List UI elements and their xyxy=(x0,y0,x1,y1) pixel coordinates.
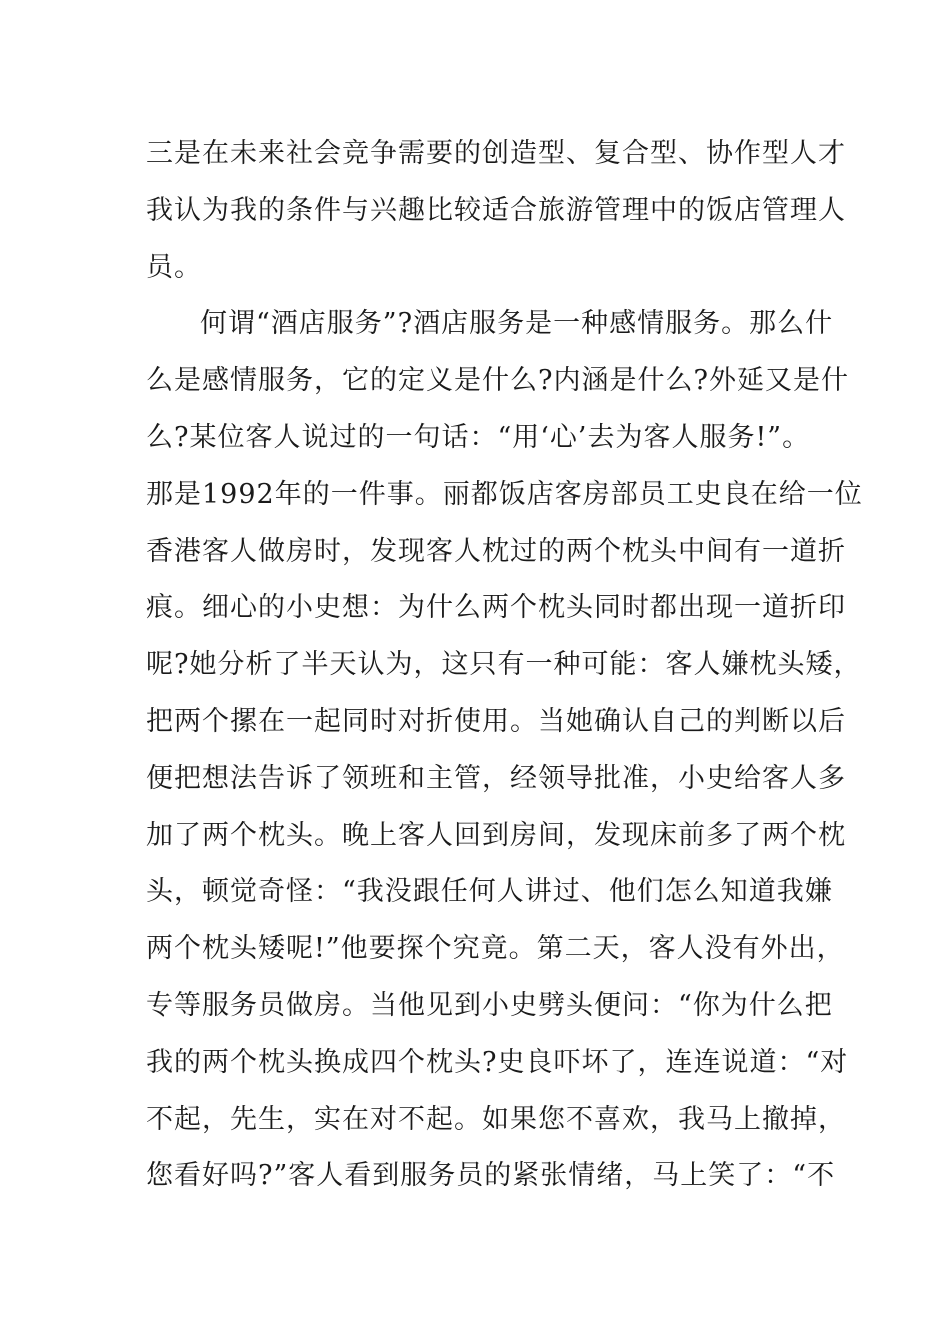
text-line: 把两个摞在一起同时对折使用。当她确认自己的判断以后 xyxy=(146,705,846,737)
document-body xyxy=(146,126,863,1205)
text-line: 么?某位客人说过的一句话：“用‘心’去为客人服务!”。 xyxy=(146,421,811,453)
text-line: 香港客人做房时，发现客人枕过的两个枕头中间有一道折 xyxy=(146,535,846,567)
paragraph-first-line: 何谓“酒店服务”?酒店服务是一种感情服务。那么什 xyxy=(200,308,834,340)
text-line: 您看好吗?”客人看到服务员的紧张情绪，马上笑了：“不 xyxy=(146,1160,836,1192)
text-line: 那是1992年的一件事。丽都饭店客房部员工史良在给一位 xyxy=(146,478,863,510)
text-line: 么是感情服务，它的定义是什么?内涵是什么?外延又是什 xyxy=(146,365,849,397)
text-line: 痕。细心的小史想：为什么两个枕头同时都出现一道折印 xyxy=(146,592,846,624)
text-line: 员。 xyxy=(146,251,202,283)
text-line: 不起，先生，实在对不起。如果您不喜欢，我马上撤掉， xyxy=(146,1103,846,1135)
text-line: 头，顿觉奇怪：“我没跟任何人讲过、他们怎么知道我嫌 xyxy=(146,876,833,908)
text-line: 便把想法告诉了领班和主管，经领导批准，小史给客人多 xyxy=(146,762,846,794)
text-line: 我的两个枕头换成四个枕头?史良吓坏了，连连说道：“对 xyxy=(146,1046,849,1078)
text-line: 两个枕头矮呢!”他要探个究竟。第二天，客人没有外出， xyxy=(146,933,845,965)
text-line: 我认为我的条件与兴趣比较适合旅游管理中的饭店管理人 xyxy=(146,194,846,226)
text-line: 三是在未来社会竞争需要的创造型、复合型、协作型人才 xyxy=(146,138,846,169)
text-line: 专等服务员做房。当他见到小史劈头便问：“你为什么把 xyxy=(146,989,833,1021)
text-line: 呢?她分析了半天认为，这只有一种可能：客人嫌枕头矮， xyxy=(146,649,862,681)
text-line: 加了两个枕头。晚上客人回到房间，发现床前多了两个枕 xyxy=(146,819,846,851)
